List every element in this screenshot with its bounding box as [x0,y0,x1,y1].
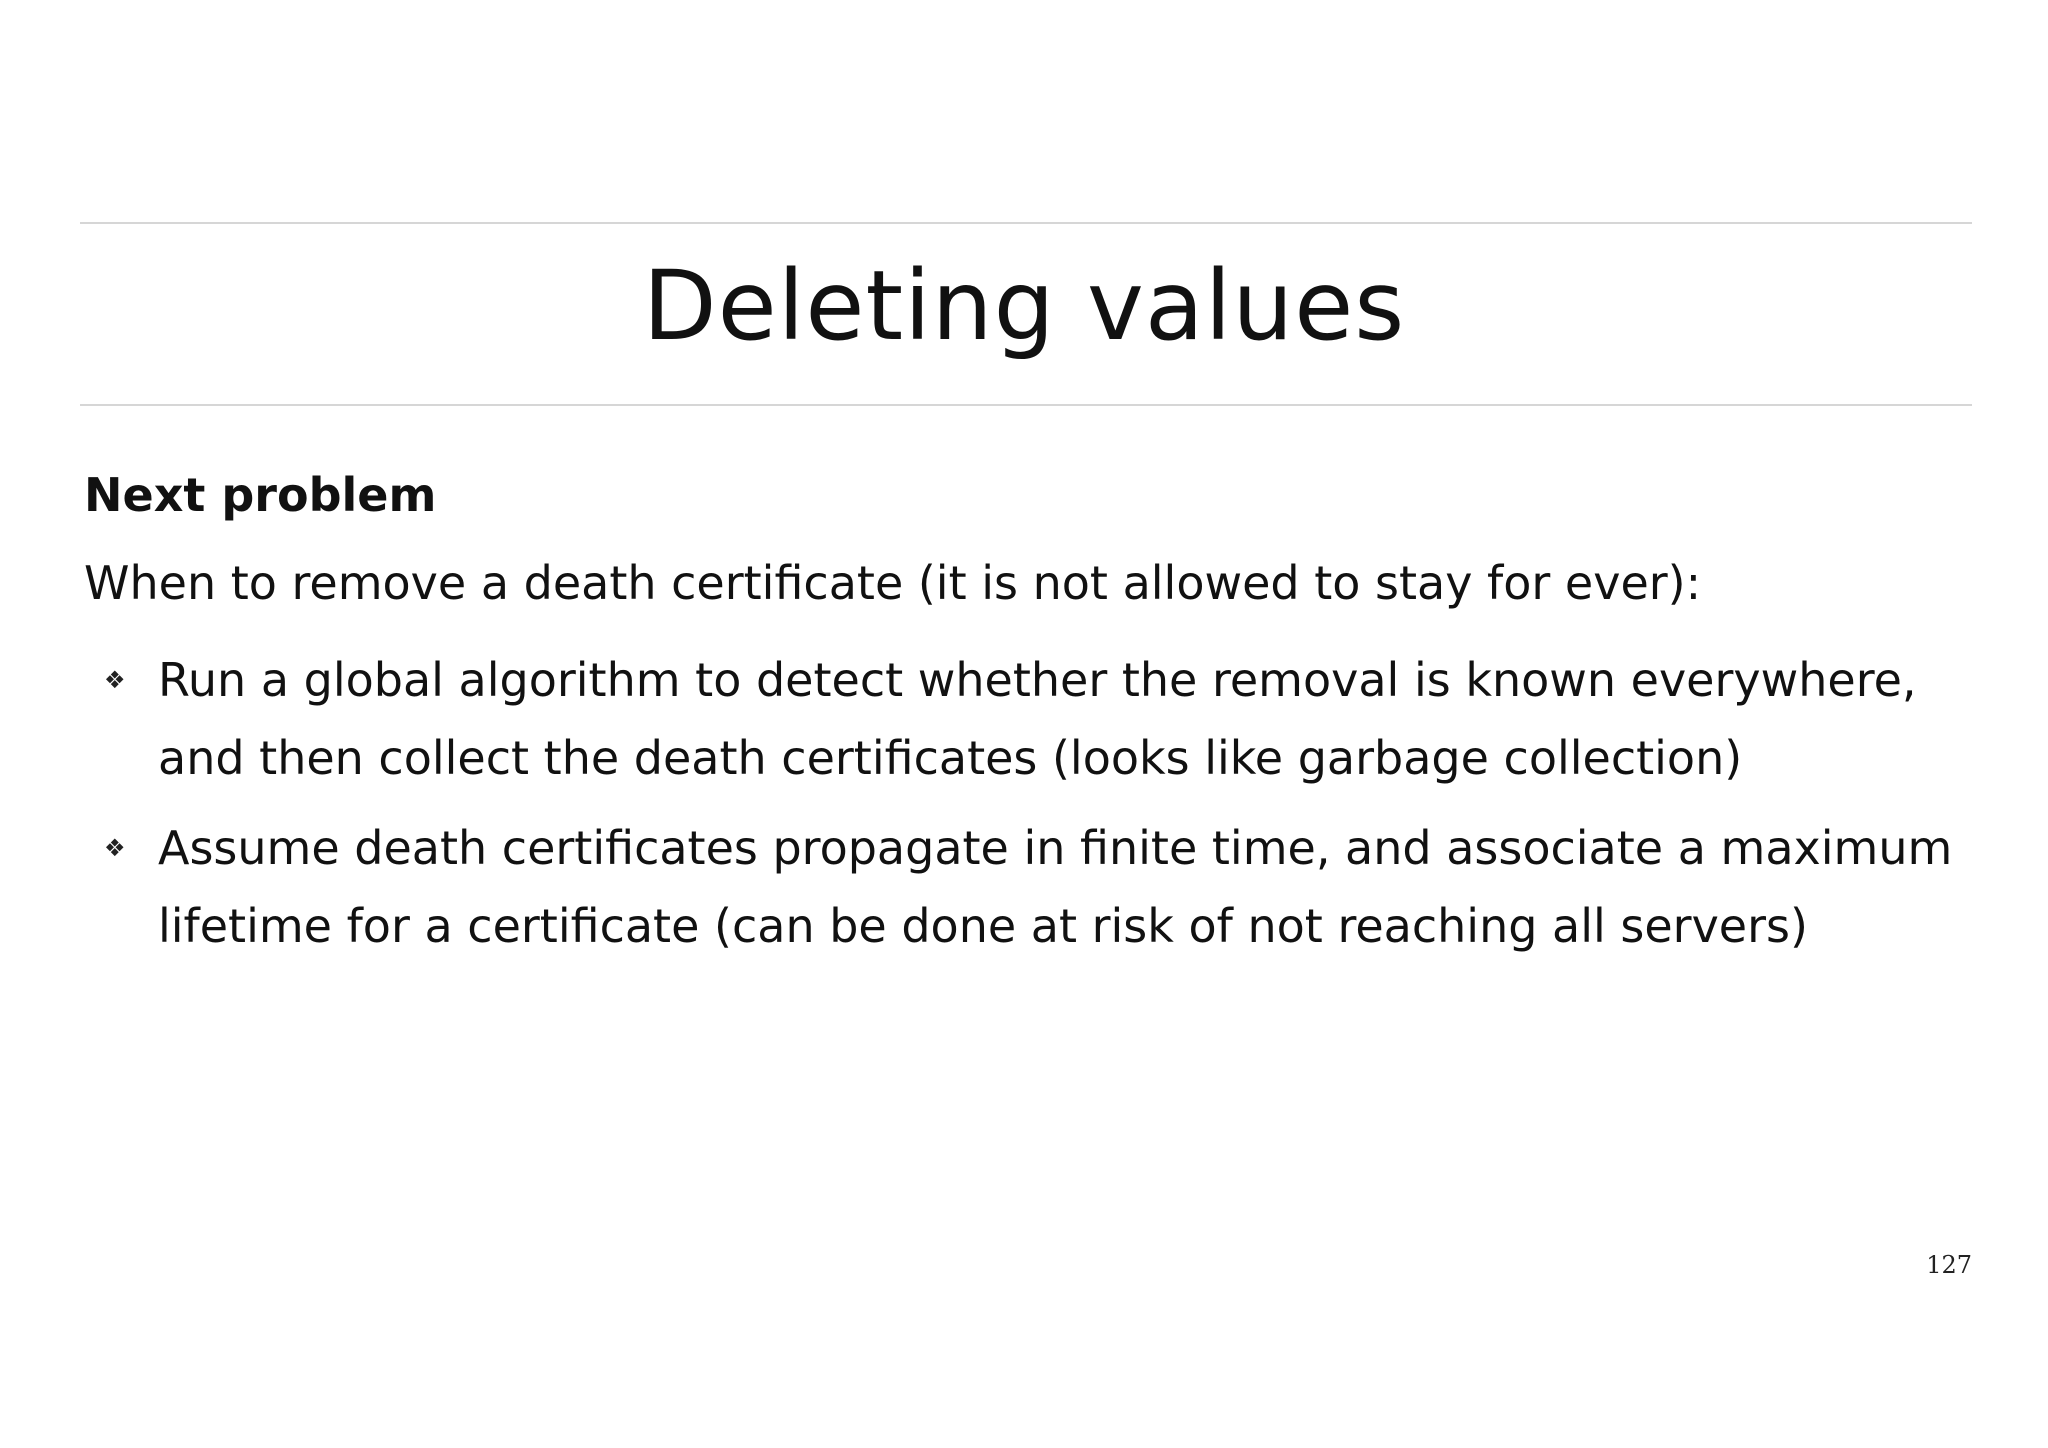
slide-body [84,465,1964,977]
bullet-list [84,641,1964,965]
bullet-item [84,641,1964,797]
bullet-text: Assume death certificates propagate in finite time, and associate a maximum lifetime for a certificate (can be done at risk of not reaching all servers) [158,821,1953,953]
intro-paragraph: When to remove a death certificate (it is not allowed to stay for ever): [84,556,1702,610]
section-heading: Next problem [84,468,437,522]
title-bottom-rule [80,404,1972,406]
title-top-rule [80,222,1972,224]
bullet-text: Run a global algorithm to detect whether the removal is known everywhere, and then collect the death certificates (looks like garbage collection) [158,653,1917,785]
slide-title: Deleting values [642,250,1406,362]
diamond-bullet-icon: ❖ [104,666,126,694]
bullet-item [84,809,1964,965]
page-number: 127 [1926,1251,1972,1279]
diamond-bullet-icon: ❖ [104,834,126,862]
